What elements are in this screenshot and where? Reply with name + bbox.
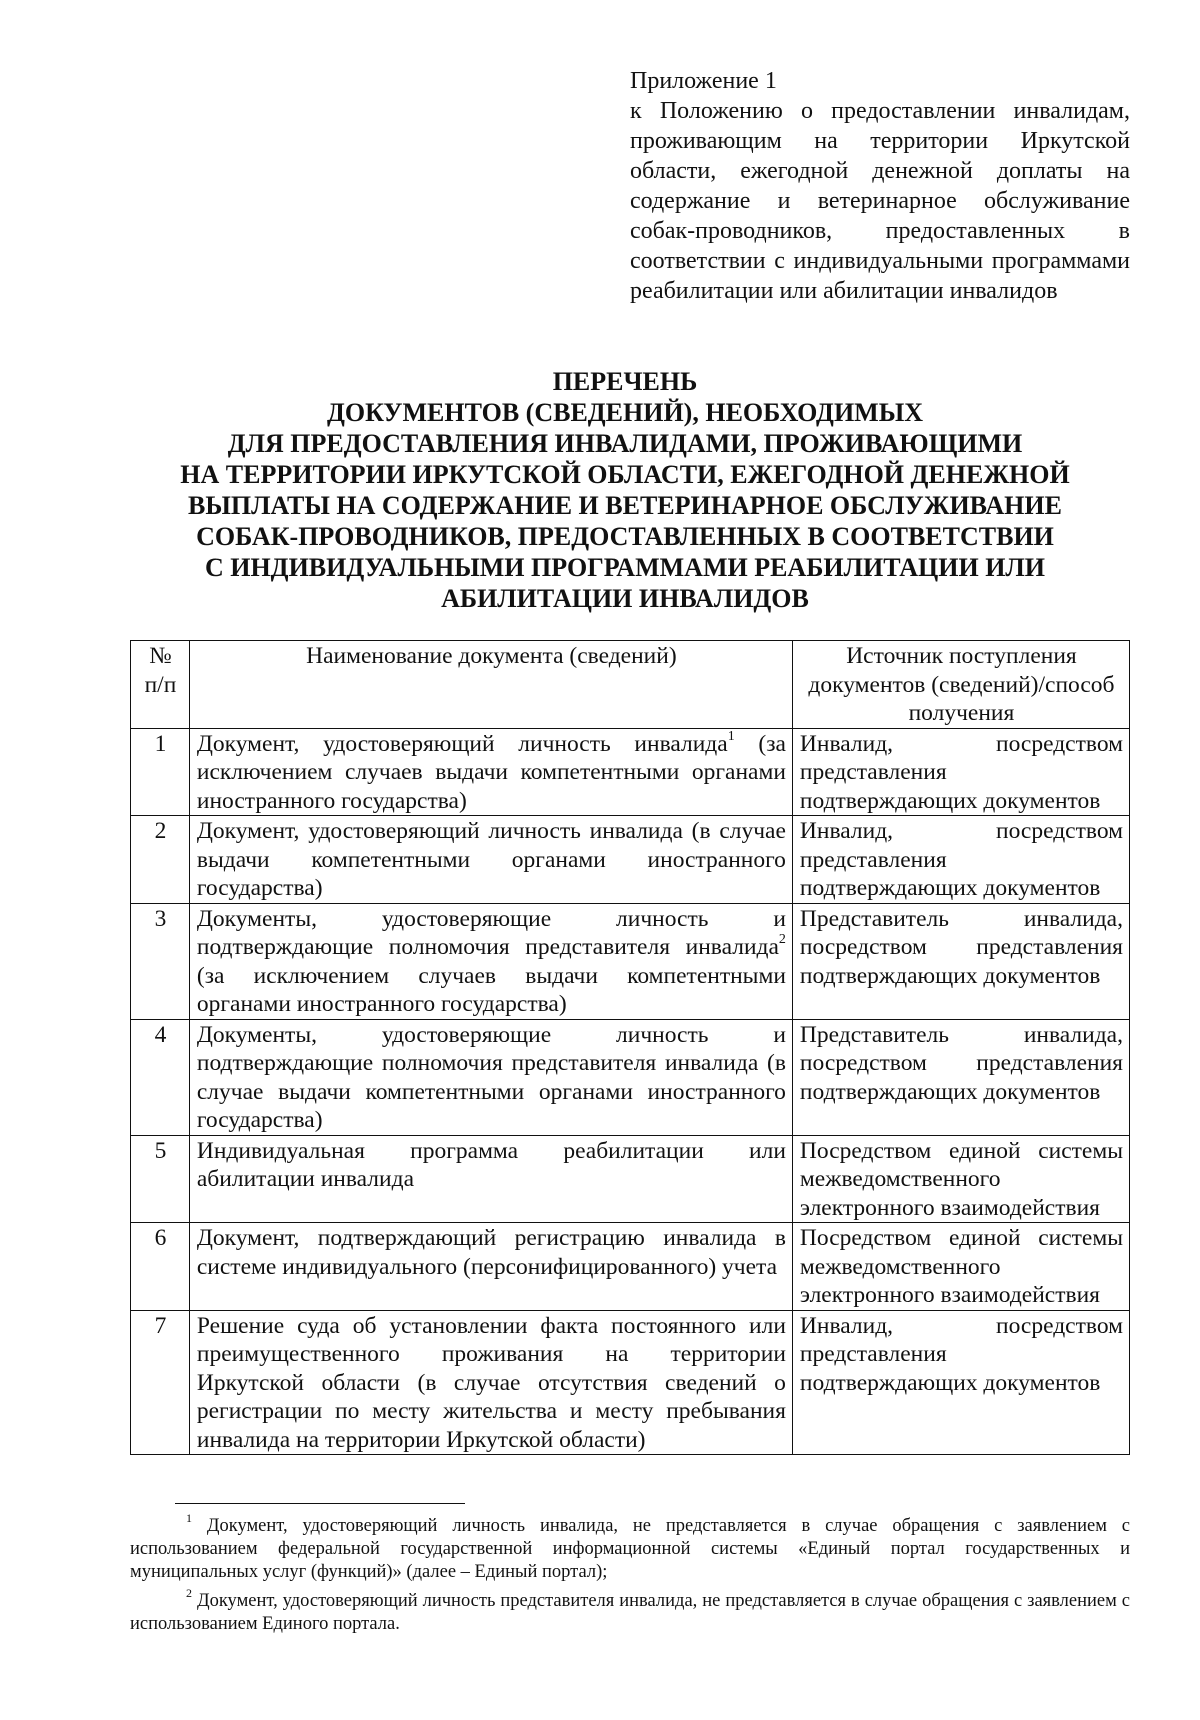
name-text: Индивидуальная программа реабилитации или абилитации инвалида <box>196 1137 786 1192</box>
footnote-2 <box>130 1585 1130 1636</box>
title-line: ДЛЯ ПРЕДОСТАВЛЕНИЯ ИНВАЛИДАМИ, ПРОЖИВАЮЩИМИ <box>227 429 1023 458</box>
table-row <box>131 1135 1130 1223</box>
row-document-name <box>189 1310 792 1455</box>
name-text: Документ, удостоверяющий личность инвалида <box>196 730 728 757</box>
row-document-name <box>189 1135 792 1223</box>
row-document-name <box>189 728 792 816</box>
row-source: Посредством единой системы межведомственного электронного взаимодействия <box>792 1135 1129 1223</box>
table-row <box>131 1310 1130 1455</box>
row-document-name <box>189 816 792 904</box>
footnote-separator <box>175 1503 465 1504</box>
row-number: 7 <box>131 1310 190 1455</box>
documents-table <box>130 640 1130 1455</box>
footnote-1 <box>130 1510 1130 1584</box>
appendix-number: Приложение 1 <box>630 68 777 94</box>
footnote-text: Документ, удостоверяющий личность инвалида, не представляется в случае обращения с заявлением с использованием федеральной государственной информационной системы «Единый портал государственных и муниципальных услуг (функций)» (далее – Единый портал); <box>130 1516 1130 1582</box>
row-number: 2 <box>131 816 190 904</box>
appendix-description: к Положению о предоставлении инвалидам, проживающим на территории Иркутской области, ежегодной денежной доплаты на содержание и ветеринарное обслуживание собак-проводников, предоставленных в соответствии с индивидуальными программами реабилитации или абилитации инвалидов <box>630 98 1130 304</box>
row-source: Представитель инвалида, посредством представления подтверждающих документов <box>792 1019 1129 1135</box>
table-row <box>131 728 1130 816</box>
row-number: 4 <box>131 1019 190 1135</box>
row-source: Инвалид, посредством представления подтверждающих документов <box>792 816 1129 904</box>
footnote-ref: 2 <box>778 932 786 948</box>
table-row <box>131 903 1130 1019</box>
title-line: СОБАК-ПРОВОДНИКОВ, ПРЕДОСТАВЛЕННЫХ В СООТВЕТСТВИИ <box>196 522 1054 551</box>
name-text: Документы, удостоверяющие личность и подтверждающие полномочия представителя инвалида (в случае выдачи компетентными органами иностранного государства) <box>196 1021 786 1133</box>
header-document-name: Наименование документа (сведений) <box>189 641 792 729</box>
table-row <box>131 1019 1130 1135</box>
row-source: Представитель инвалида, посредством представления подтверждающих документов <box>792 903 1129 1019</box>
footnote-ref: 1 <box>727 728 735 744</box>
name-text: Документы, удостоверяющие личность и подтверждающие полномочия представителя инвалида <box>196 905 786 960</box>
row-source: Инвалид, посредством представления подтверждающих документов <box>792 728 1129 816</box>
title-line: НА ТЕРРИТОРИИ ИРКУТСКОЙ ОБЛАСТИ, ЕЖЕГОДНОЙ ДЕНЕЖНОЙ <box>180 460 1070 489</box>
row-document-name <box>189 1019 792 1135</box>
title-line: С ИНДИВИДУАЛЬНЫМИ ПРОГРАММАМИ РЕАБИЛИТАЦИИ ИЛИ <box>204 553 1046 582</box>
table-row <box>131 816 1130 904</box>
title-line: ПЕРЕЧЕНЬ <box>552 367 698 396</box>
name-text-cont: (за исключением случаев выдачи компетентными органами иностранного государства) <box>196 962 786 1017</box>
row-number: 3 <box>131 903 190 1019</box>
row-source: Посредством единой системы межведомственного электронного взаимодействия <box>792 1223 1129 1311</box>
name-text: Документ, подтверждающий регистрацию инвалида в системе индивидуального (персонифицированного) учета <box>196 1225 786 1280</box>
row-number: 1 <box>131 728 190 816</box>
document-title <box>170 366 1080 614</box>
footnote-marker: 2 <box>186 1585 192 1600</box>
footnote-text: Документ, удостоверяющий личность представителя инвалида, не представляется в случае обращения с заявлением с использованием Единого портала. <box>130 1591 1130 1634</box>
row-number: 5 <box>131 1135 190 1223</box>
appendix-header <box>630 66 1130 306</box>
name-text: Решение суда об установлении факта постоянного или преимущественного проживания на территории Иркутской области (в случае отсутствия сведений о регистрации по месту жительства и месту пребывания инвалида на территории Иркутской области) <box>196 1312 786 1453</box>
name-text: Документ, удостоверяющий личность инвалида (в случае выдачи компетентными органами иностранного государства) <box>196 818 786 901</box>
title-line: ВЫПЛАТЫ НА СОДЕРЖАНИЕ И ВЕТЕРИНАРНОЕ ОБСЛУЖИВАНИЕ <box>188 491 1062 520</box>
table-row <box>131 1223 1130 1311</box>
header-source: Источник поступления документов (сведений)/способ получения <box>792 641 1129 729</box>
footnote-marker: 1 <box>186 1510 192 1525</box>
header-number: № п/п <box>131 641 190 729</box>
row-source: Инвалид, посредством представления подтверждающих документов <box>792 1310 1129 1455</box>
row-document-name <box>189 903 792 1019</box>
title-line: АБИЛИТАЦИИ ИНВАЛИДОВ <box>441 584 809 613</box>
row-document-name <box>189 1223 792 1311</box>
title-line: ДОКУМЕНТОВ (СВЕДЕНИЙ), НЕОБХОДИМЫХ <box>326 398 924 427</box>
footnotes <box>130 1510 1130 1642</box>
table-header-row <box>131 641 1130 729</box>
name-text-cont: (за исключением случаев выдачи компетентными органами иностранного государства) <box>196 730 786 814</box>
row-number: 6 <box>131 1223 190 1311</box>
